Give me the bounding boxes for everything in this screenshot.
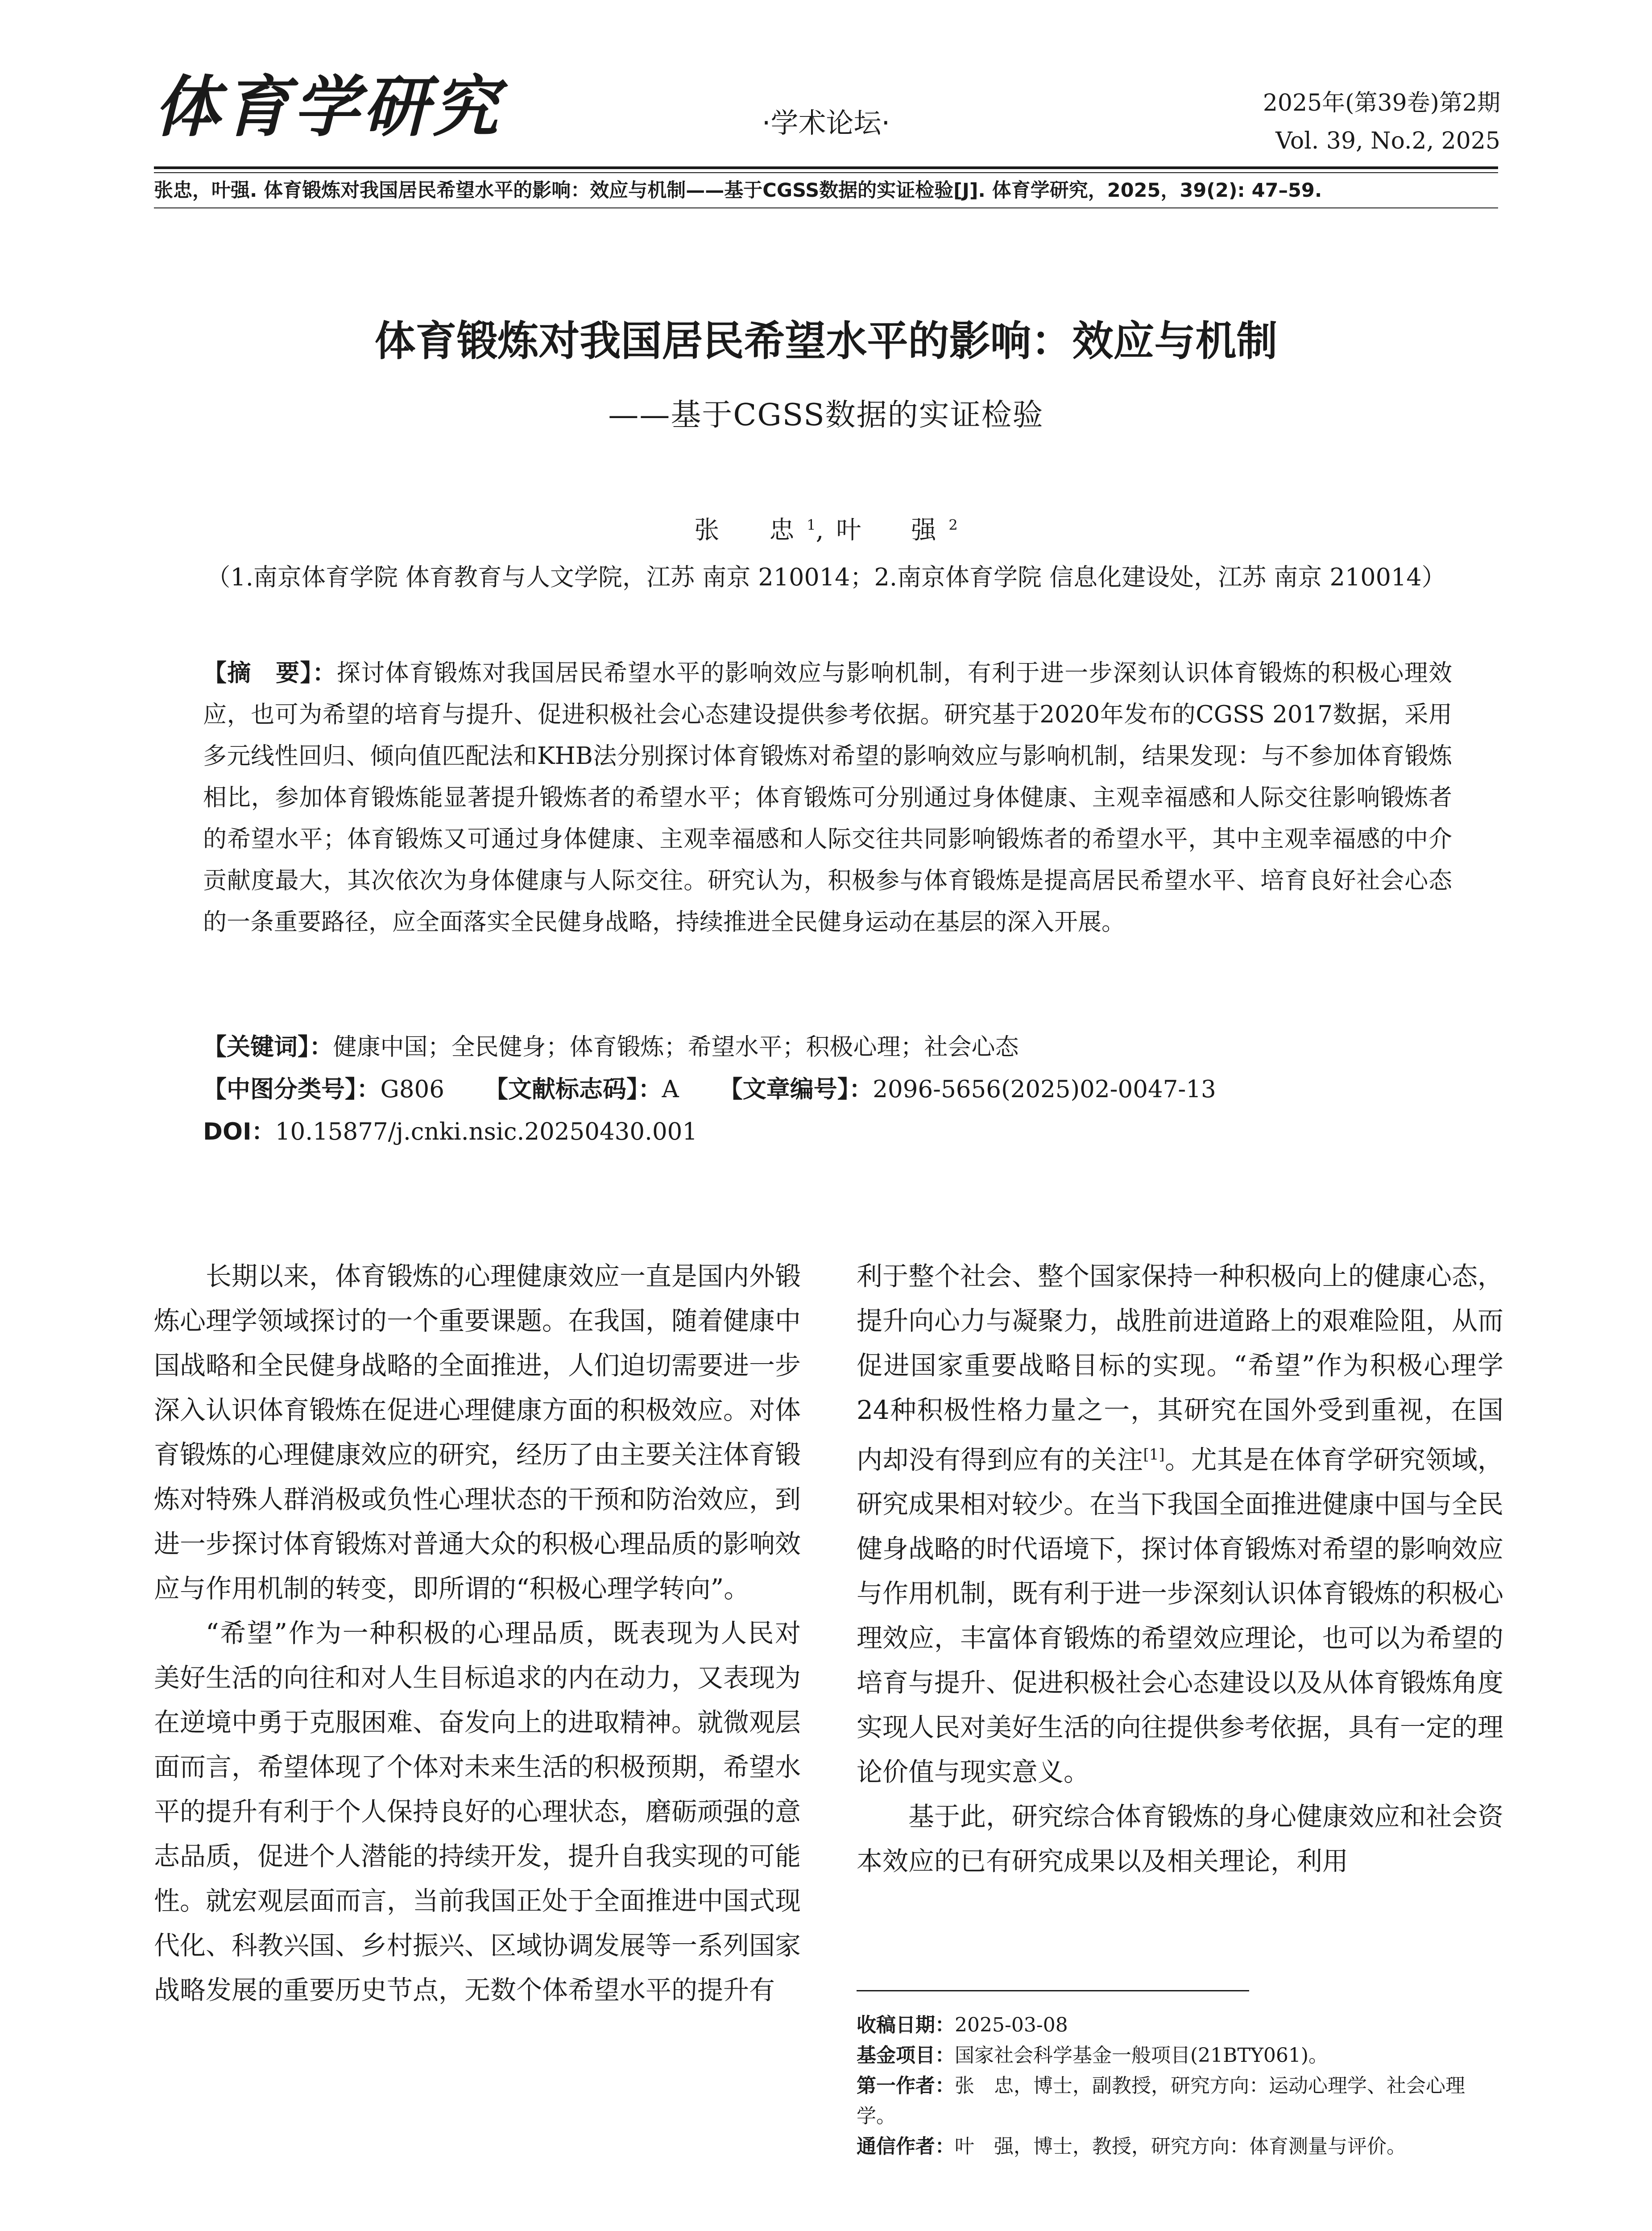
- footnote-fund: [857, 2040, 1503, 2071]
- author-name: 张 忠: [694, 516, 807, 545]
- header-rule-thick: [154, 166, 1498, 169]
- first-author-value: 张 忠，博士，副教授，研究方向：运动心理学、社会心理学。: [857, 2074, 1465, 2127]
- abstract: [203, 652, 1452, 943]
- body-paragraph: 基于此，研究综合体育锻炼的身心健康效应和社会资本效应的已有研究成果以及相关理论，利用: [857, 1801, 1504, 1877]
- keywords-label: 【关键词】：: [203, 1033, 333, 1061]
- article-no-value: 2096-5656(2025)02-0047-13: [873, 1076, 1216, 1103]
- received-label: 收稿日期：: [857, 2014, 955, 2036]
- clc-label: 【中图分类号】：: [203, 1076, 381, 1103]
- doi-value[interactable]: 10.15877/j.cnki.nsic.20250430.001: [275, 1118, 698, 1145]
- article-subtitle: ——基于CGSS数据的实证检验: [608, 398, 1044, 433]
- citation-rule: [154, 207, 1498, 208]
- body-paragraph: [857, 1254, 1503, 1794]
- first-author-label: 第一作者：: [857, 2074, 955, 2097]
- journal-logo: 体育学研究: [154, 68, 502, 145]
- author-affiliation-mark: 2: [948, 516, 958, 534]
- header-rule-thin: [154, 172, 1498, 173]
- corresponding-value: 叶 强，博士，教授，研究方向：体育测量与评价。: [955, 2135, 1406, 2158]
- reference-mark[interactable]: [1]: [1143, 1446, 1165, 1464]
- citation-line: 张忠，叶强. 体育锻炼对我国居民希望水平的影响：效应与机制——基于CGSS数据的实证检验[J]. 体育学研究，2025，39(2): 47–59.: [154, 179, 1322, 202]
- author-affiliation-mark: 1: [807, 516, 816, 534]
- classification-line: [203, 1069, 1452, 1110]
- author-list: [0, 515, 1652, 545]
- doi-line: [203, 1111, 1452, 1153]
- body-column-right: [857, 1254, 1503, 1883]
- keywords: [203, 1026, 1452, 1068]
- article-title: 体育锻炼对我国居民希望水平的影响：效应与机制: [374, 317, 1278, 365]
- body-column-left: [154, 1254, 801, 2012]
- affiliations: （1.南京体育学院 体育教育与人文学院，江苏 南京 210014；2.南京体育学院 信息化建设处，江苏 南京 210014）: [206, 563, 1446, 591]
- footnote-corresponding: [857, 2131, 1503, 2162]
- corresponding-label: 通信作者：: [857, 2135, 955, 2158]
- footnote-received: [857, 2010, 1503, 2040]
- footnote-rule: [857, 1990, 1249, 1991]
- clc-value: G806: [380, 1076, 444, 1103]
- abstract-text: 探讨体育锻炼对我国居民希望水平的影响效应与影响机制，有利于进一步深刻认识体育锻炼的积极心理效应，也可为希望的培育与提升、促进积极社会心态建设提供参考依据。研究基于2020年发布的CGSS 2017数据，采用多元线性回归、倾向值匹配法和KHB法分别探讨体育锻炼对希望的影响效应与影响机制，结果发现：与不参加体育锻炼相比，参加体育锻炼能显著提升锻炼者的希望水平；体育锻炼可分别通过身体健康、主观幸福感和人际交往影响锻炼者的希望水平；体育锻炼又可通过身体健康、主观幸福感和人际交往共同影响锻炼者的希望水平，其中主观幸福感的中介贡献度最大，其次依次为身体健康与人际交往。研究认为，积极参与体育锻炼是提高居民希望水平、培育良好社会心态的一条重要路径，应全面落实全民健身战略，持续推进全民健身运动在基层的深入开展。: [203, 659, 1453, 936]
- section-label: ·学术论坛·: [762, 107, 890, 139]
- footnotes: [857, 2010, 1503, 2162]
- body-text: 。尤其是在体育学研究领域，研究成果相对较少。在当下我国全面推进健康中国与全民健身战略的时代语境下，探讨体育锻炼对希望的影响效应与作用机制，既有利于进一步深刻认识体育锻炼的积极心理效应，丰富体育锻炼的希望效应理论，也可以为希望的培育与提升、促进积极社会心态建设以及从体育锻炼角度实现人民对美好生活的向往提供参考依据，具有一定的理论价值与现实意义。: [857, 1444, 1504, 1787]
- fund-label: 基金项目：: [857, 2044, 955, 2067]
- abstract-label: 【摘 要】：: [203, 659, 337, 687]
- issue-info-en: Vol. 39, No.2, 2025: [1275, 128, 1500, 154]
- doc-code-label: 【文献标志码】：: [484, 1076, 662, 1103]
- author-separator: ,: [816, 516, 836, 545]
- body-text: 利于整个社会、整个国家保持一种积极向上的健康心态，提升向心力与凝聚力，战胜前进道路上的艰难险阻，从而促进国家重要战略目标的实现。“希望”作为积极心理学24种积极性格力量之一，其研究在国外受到重视，在国内却没有得到应有的关注: [857, 1261, 1504, 1475]
- keywords-text: 健康中国；全民健身；体育锻炼；希望水平；积极心理；社会心态: [333, 1033, 1019, 1061]
- doc-code-value: A: [662, 1076, 679, 1103]
- footnote-first-author: [857, 2071, 1503, 2131]
- body-paragraph: “希望”作为一种积极的心理品质，既表现为人民对美好生活的向往和对人生目标追求的内在动力，又表现为在逆境中勇于克服困难、奋发向上的进取精神。就微观层面而言，希望体现了个体对未来生活的积极预期，希望水平的提升有利于个人保持良好的心理状态，磨砺顽强的意志品质，促进个人潜能的持续开发，提升自我实现的可能性。就宏观层面而言，当前我国正处于全面推进中国式现代化、科教兴国、乡村振兴、区域协调发展等一系列国家战略发展的重要历史节点，无数个体希望水平的提升有: [154, 1618, 801, 2005]
- article-no-label: 【文章编号】：: [719, 1076, 873, 1103]
- issue-info-cn: 2025年(第39卷)第2期: [1263, 90, 1500, 116]
- received-value: 2025-03-08: [955, 2014, 1068, 2036]
- author-name: 叶 强: [836, 516, 949, 545]
- fund-value: 国家社会科学基金一般项目(21BTY061)。: [955, 2044, 1329, 2067]
- body-paragraph: 长期以来，体育锻炼的心理健康效应一直是国内外锻炼心理学领域探讨的一个重要课题。在我国，随着健康中国战略和全民健身战略的全面推进，人们迫切需要进一步深入认识体育锻炼在促进心理健康方面的积极效应。对体育锻炼的心理健康效应的研究，经历了由主要关注体育锻炼对特殊人群消极或负性心理状态的干预和防治效应，到进一步探讨体育锻炼对普通大众的积极心理品质的影响效应与作用机制的转变，即所谓的“积极心理学转向”。: [154, 1261, 801, 1604]
- doi-label: DOI：: [203, 1118, 275, 1145]
